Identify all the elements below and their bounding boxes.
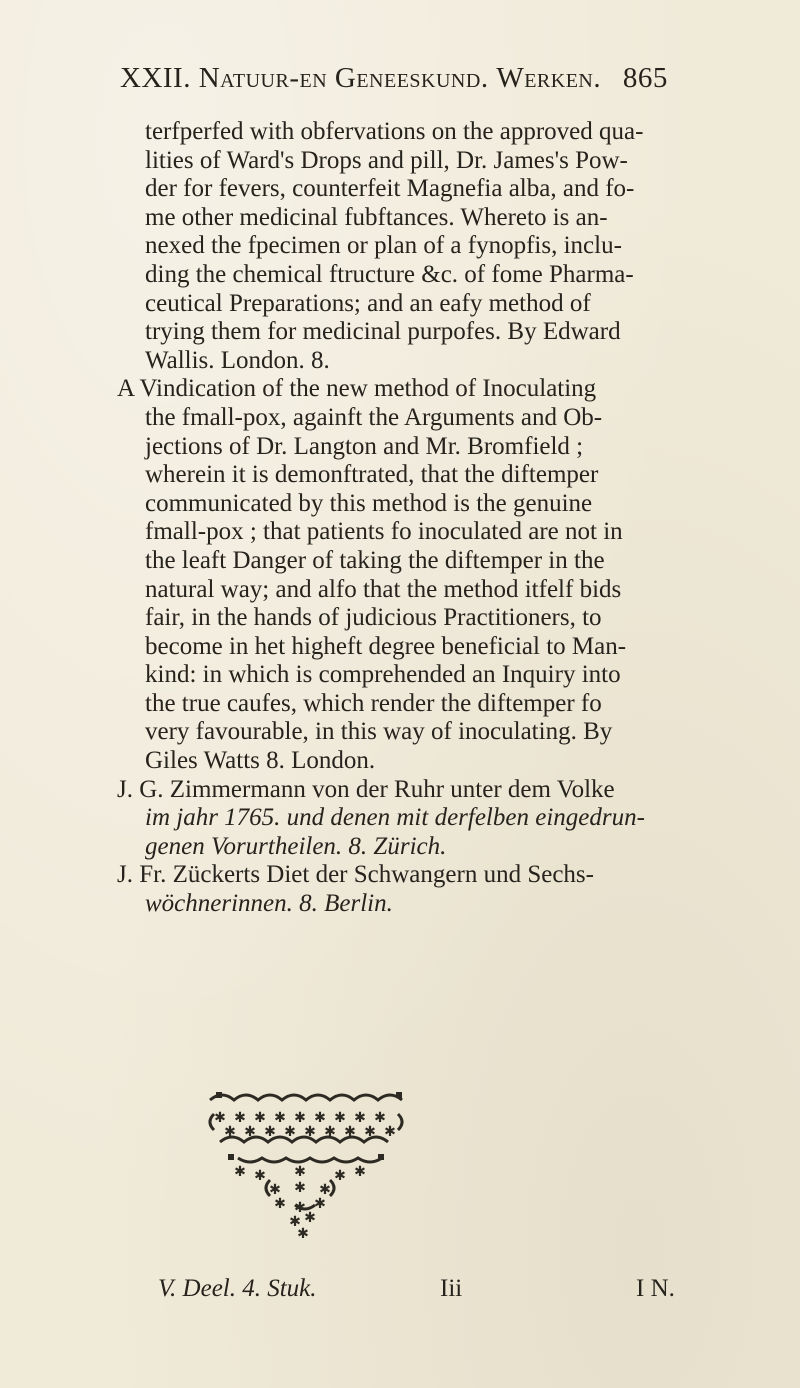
- svg-text:✱: ✱: [234, 1164, 246, 1180]
- text-line: genen Vorurtheilen. 8. Zürich.: [145, 832, 447, 860]
- text-line: Wallis. London. 8.: [145, 346, 330, 374]
- svg-text:✱: ✱: [284, 1124, 296, 1140]
- gathering-mark: Iii: [440, 1275, 463, 1302]
- header-title-2: Geneeskund.: [334, 62, 489, 94]
- text-line: terfperfed with obfervations on the approved qua-: [145, 118, 644, 145]
- svg-text:✱: ✱: [274, 1196, 286, 1212]
- chapter-number: XXII.: [120, 62, 191, 94]
- text-line: im jahr 1765. und denen mit derfelben eingedrun-: [145, 804, 645, 832]
- text-line: very favourable, in this way of inoculating. By: [145, 718, 613, 746]
- text-line: lities of Ward's Drops and pill, Dr. James's Pow-: [145, 146, 628, 174]
- text-line: fmall-pox ; that patients fo inoculated are not in: [145, 518, 623, 546]
- entry-first-line: A Vindication of the new method of Inoculating: [117, 375, 597, 403]
- svg-text:✱: ✱: [289, 1214, 301, 1230]
- svg-text:✱: ✱: [294, 1180, 306, 1196]
- svg-text:✱: ✱: [274, 1110, 286, 1126]
- header-title-1: Natuur-en: [198, 62, 328, 94]
- svg-text:✱: ✱: [294, 1200, 306, 1216]
- body-text: [117, 118, 735, 919]
- svg-text:✱: ✱: [264, 1124, 276, 1140]
- entry-first-line: J. G. Zimmermann von der Ruhr unter dem Volke: [117, 775, 615, 803]
- svg-text:✱: ✱: [374, 1110, 386, 1126]
- text-line: the true caufes, which render the diftemper fo: [145, 689, 602, 717]
- text-line: Giles Watts 8. London.: [145, 747, 376, 775]
- svg-text:✱: ✱: [344, 1124, 356, 1140]
- text-line: der for fevers, counterfeit Magnefia alba, and fo-: [145, 175, 635, 203]
- svg-text:✱: ✱: [214, 1110, 226, 1126]
- text-line: trying them for medicinal purpofes. By Edward: [145, 318, 621, 346]
- svg-text:✱: ✱: [354, 1164, 366, 1180]
- svg-text:✱: ✱: [314, 1110, 326, 1126]
- header-title-3: Werken.: [496, 62, 602, 94]
- svg-text:✱: ✱: [334, 1110, 346, 1126]
- text-line: wöchnerinnen. 8. Berlin.: [145, 890, 393, 918]
- svg-text:✱: ✱: [304, 1210, 316, 1226]
- signature-mark: V. Deel. 4. Stuk.: [158, 1275, 317, 1302]
- text-line: kind: in which is comprehended an Inquiry into: [145, 661, 621, 689]
- text-line: communicated by this method is the genuine: [145, 489, 593, 517]
- text-line: nexed the fpecimen or plan of a fynopfis, inclu-: [145, 232, 622, 260]
- printers-ornament: [200, 1080, 420, 1240]
- text-line: become in het higheft degree beneficial to Man-: [145, 632, 627, 660]
- svg-text:✱: ✱: [297, 1226, 309, 1240]
- svg-text:✱: ✱: [334, 1168, 346, 1184]
- text-line: fair, in the hands of judicious Practitioners, to: [145, 604, 602, 632]
- svg-text:✱: ✱: [364, 1124, 376, 1140]
- svg-text:✱: ✱: [224, 1124, 236, 1140]
- text-line: me other medicinal fubftances. Whereto is an-: [145, 203, 608, 231]
- svg-text:✱: ✱: [354, 1110, 366, 1126]
- catchword: I N.: [636, 1275, 675, 1302]
- svg-text:✱: ✱: [244, 1124, 256, 1140]
- svg-text:✱: ✱: [294, 1110, 306, 1126]
- svg-text:✱: ✱: [384, 1124, 396, 1140]
- text-line: the leaft Danger of taking the diftemper in the: [145, 546, 605, 574]
- entry-first-line: J. Fr. Zückerts Diet der Schwangern und Sechs-: [117, 861, 594, 889]
- text-line: wherein it is demonftrated, that the diftemper: [145, 461, 599, 489]
- page-number: 865: [622, 62, 668, 94]
- svg-text:✱: ✱: [294, 1164, 306, 1180]
- svg-text:✱: ✱: [254, 1110, 266, 1126]
- svg-text:✱: ✱: [269, 1182, 281, 1198]
- svg-text:✱: ✱: [314, 1196, 326, 1212]
- text-line: ceutical Preparations; and an eafy method of: [145, 289, 591, 317]
- page-footer: [158, 1275, 738, 1315]
- text-line: natural way; and alfo that the method itfelf bids: [145, 575, 622, 603]
- svg-text:✱: ✱: [254, 1168, 266, 1184]
- svg-text:✱: ✱: [319, 1182, 331, 1198]
- svg-text:✱: ✱: [324, 1124, 336, 1140]
- svg-text:✱: ✱: [304, 1124, 316, 1140]
- svg-text:✱: ✱: [234, 1110, 246, 1126]
- text-line: ding the chemical ftructure &c. of fome Pharma-: [145, 260, 634, 288]
- running-header: [120, 62, 710, 95]
- text-line: jections of Dr. Langton and Mr. Bromfield ;: [145, 432, 584, 460]
- text-line: the fmall-pox, againft the Arguments and Ob-: [145, 403, 603, 431]
